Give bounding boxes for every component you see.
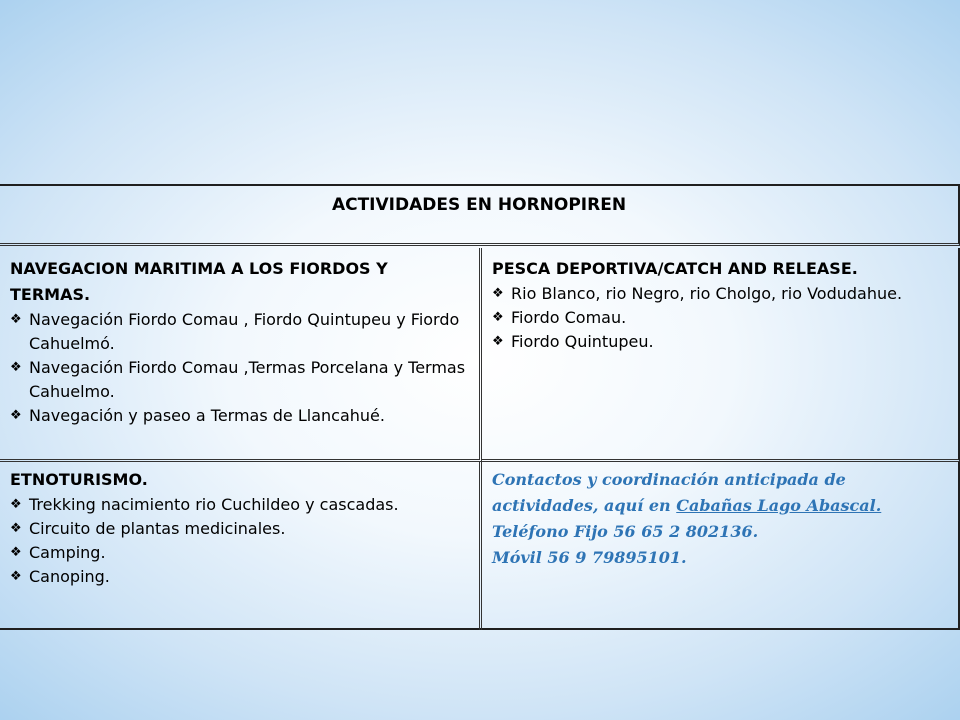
four-diamond-bullet-icon: ❖ (492, 286, 504, 301)
table-title: ACTIVIDADES EN HORNOPIREN (331, 195, 627, 215)
four-diamond-bullet-icon: ❖ (10, 408, 22, 423)
list-item: ❖ Navegación y paseo a Termas de Llancahué. (10, 404, 469, 428)
activities-table (0, 184, 960, 630)
contact-intro: Contactos y coordinación anticipada de actividades, aquí en Cabañas Lago Abascal. (492, 470, 882, 515)
list-item: ❖ Navegación Fiordo Comau , Fiordo Quintupeu y Fiordo Cahuelmó. (10, 310, 460, 353)
list-item: ❖ Fiordo Quintupeu. (492, 330, 948, 354)
four-diamond-bullet-icon: ❖ (10, 312, 22, 327)
four-diamond-bullet-icon: ❖ (10, 569, 22, 584)
four-diamond-bullet-icon: ❖ (492, 310, 504, 325)
pesca-list (492, 282, 948, 354)
etnoturismo-heading: ETNOTURISMO. (10, 470, 148, 489)
etnoturismo-cell (0, 462, 482, 630)
list-item: ❖ Rio Blanco, rio Negro, rio Cholgo, rio Vodudahue. (492, 282, 948, 306)
list-item: ❖ Camping. (10, 541, 469, 565)
four-diamond-bullet-icon: ❖ (10, 521, 22, 536)
navegacion-cell (0, 248, 482, 462)
pesca-cell (482, 248, 960, 462)
four-diamond-bullet-icon: ❖ (10, 497, 22, 512)
navegacion-list (10, 308, 469, 428)
pesca-heading: PESCA DEPORTIVA/CATCH AND RELEASE. (492, 259, 858, 278)
list-item: ❖ Circuito de plantas medicinales. (10, 517, 469, 541)
list-item: ❖ Navegación Fiordo Comau ,Termas Porcelana y Termas Cahuelmo. (10, 358, 466, 401)
four-diamond-bullet-icon: ❖ (10, 360, 22, 375)
navegacion-heading: NAVEGACION MARITIMA A LOS FIORDOS Y TERMAS. (10, 259, 388, 304)
contact-movil: Móvil 56 9 79895101. (492, 548, 687, 567)
list-item: ❖ Trekking nacimiento rio Cuchildeo y cascadas. (10, 493, 469, 517)
contact-telefono: Teléfono Fijo 56 65 2 802136. (492, 522, 759, 541)
list-item: ❖ Canoping. (10, 565, 469, 589)
four-diamond-bullet-icon: ❖ (10, 545, 22, 560)
etnoturismo-list (10, 493, 469, 589)
contactos-cell (482, 462, 960, 630)
four-diamond-bullet-icon: ❖ (492, 334, 504, 349)
cabanas-link[interactable]: Cabañas Lago Abascal. (676, 496, 882, 515)
list-item: ❖ Fiordo Comau. (492, 306, 948, 330)
table-header-cell (0, 186, 960, 246)
